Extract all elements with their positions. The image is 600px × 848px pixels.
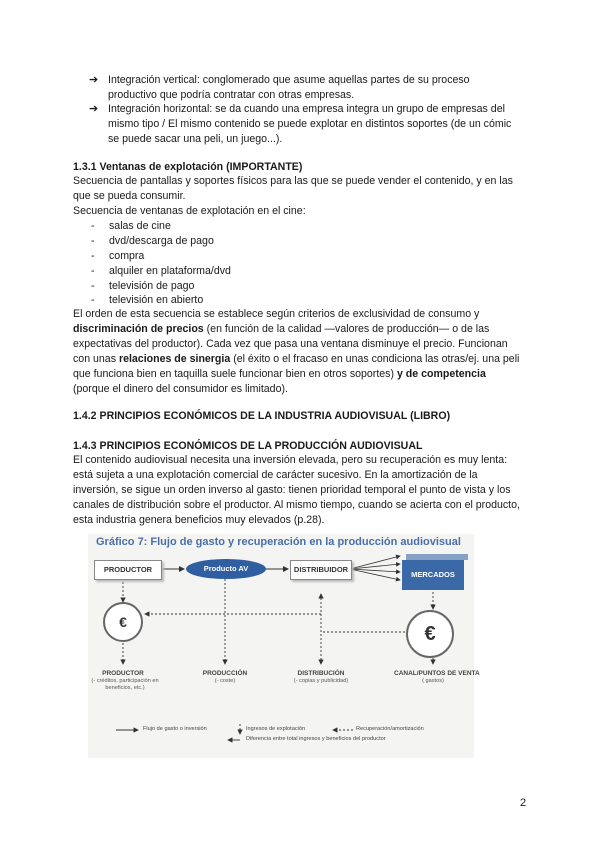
page-number: 2 (520, 797, 527, 809)
column-distribucion-label: DISTRIBUCIÓN (297, 670, 345, 677)
list-item: - compra (91, 250, 145, 262)
figure-title: Gráfico 7: Flujo de gasto y recuperación en la producción audiovisual (96, 536, 461, 548)
list-item: - televisión de pago (91, 280, 195, 292)
producto-av-ellipse: Producto AV (186, 559, 266, 579)
column-productor-sub: (- créditos, participación en beneficios, etc.) (91, 678, 159, 691)
flow-diagram (88, 534, 480, 758)
legend-recuperacion: Recuperación/amortización (356, 726, 424, 732)
euro-large-icon: € (406, 610, 454, 658)
column-productor-label: PRODUCTOR (102, 670, 144, 677)
column-canal-sub: ( gastos) (422, 678, 444, 684)
bullet-text: Integración horizontal: se da cuando una empresa integra un grupo de empresas del mismo tipo / El mismo contenido se puede explotar en distintos soportes (de un cómic se puede sacar una peli, un juego...). (108, 103, 512, 145)
productor-box: PRODUCTOR (94, 560, 162, 580)
euro-small-icon: € (103, 602, 143, 642)
list-item: - dvd/descarga de pago (91, 235, 214, 247)
section-heading-142: 1.4.2 PRINCIPIOS ECONÓMICOS DE LA INDUSTRIA AUDIOVISUAL (LIBRO) (73, 410, 451, 422)
arrow-icon: ➔ (89, 103, 99, 115)
section-heading-131: 1.3.1 Ventanas de explotación (IMPORTANTE) (73, 161, 303, 173)
bullet-horizontal-integration (91, 102, 521, 147)
legend-ingresos: Ingresos de explotación (246, 726, 306, 732)
section-heading-143: 1.4.3 PRINCIPIOS ECONÓMICOS DE LA PRODUCCIÓN AUDIOVISUAL (73, 440, 423, 452)
column-distribucion-sub: (- copias y publicidad) (293, 678, 349, 684)
legend-diferencia: Diferencia entre total ingresos y beneficios del productor (246, 736, 386, 742)
list-item: - televisión en abierto (91, 294, 204, 306)
paragraph-143: El contenido audiovisual necesita una inversión elevada, pero su recuperación es muy lenta: está sujeta a una explotación comercial de carácter sucesivo. En la amortización de la inversión, se sigue un orden inverso al gasto: tienen prioridad temporal el punto de vista y los canales de distribución sobre el productor. Al mismo tiempo, cuando se acierta con el producto, esta industria genera beneficios muy elevados (p.28). (73, 454, 520, 526)
column-canal-label: CANAL/PUNTOS DE VENTA (394, 670, 480, 677)
paragraph-intro2: Secuencia de ventanas de explotación en el cine: (73, 205, 306, 217)
paragraph-intro: Secuencia de pantallas y soportes físicos para las que se puede vender el contenido, y en las que se pueda consumir. (73, 175, 513, 202)
list-item: - salas de cine (91, 220, 171, 232)
arrow-icon: ➔ (89, 74, 99, 86)
column-produccion-sub: (- coste) (214, 678, 236, 684)
bullet-text: Integración vertical: conglomerado que asume aquellas partes de su proceso productivo que podría contratar con otras empresas. (108, 74, 470, 101)
mercados-box: MERCADOS (402, 560, 464, 590)
bullet-vertical-integration (91, 73, 521, 103)
distribuidor-box: DISTRIBUIDOR (290, 560, 352, 580)
legend-flujo: Flujo de gasto o inversión (143, 726, 207, 732)
column-produccion-label: PRODUCCIÓN (202, 670, 248, 677)
paragraph-order: El orden de esta secuencia se establece según criterios de exclusividad de consumo y discriminación de precios (en función de la calidad —valores de producción— o de las expectativas del productor). Cada vez que pasa una ventana disminuye el precio. Funcionan con unas relaciones de sinergia (el éxito o el fracaso en unas condiciona las otras/ej. una peli que funciona bien en taquilla suele funcionar bien en otros soportes) y de competencia (porque el dinero del consumidor es limitado). (73, 308, 520, 395)
list-item: - alquiler en plataforma/dvd (91, 265, 231, 277)
